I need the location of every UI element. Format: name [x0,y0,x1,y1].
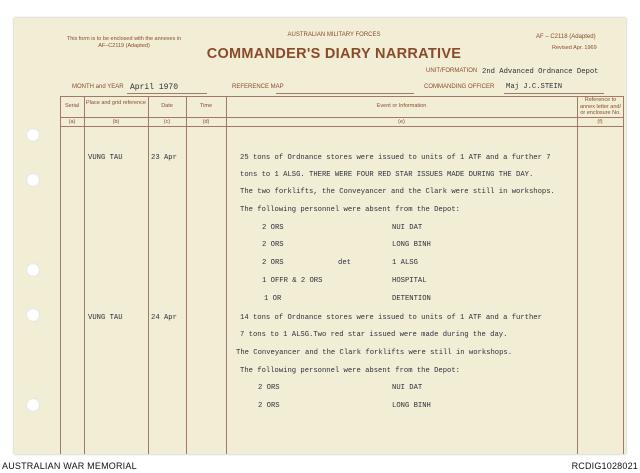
entry-place: VUNG TAU [88,314,123,322]
co-value: Maj J.C.STEIN [506,83,563,91]
entry-date: 24 Apr [151,314,177,322]
unit-value: 2nd Advanced Ordnance Depot [482,68,599,76]
entry-line: The two forklifts, the Conveyancer and the Clark were still in workshops. [240,188,555,196]
col-letter: (c) [163,119,171,125]
page-title: COMMANDER'S DIARY NARRATIVE [206,46,462,62]
absent-where: LONG BINH [392,402,431,410]
co-label: COMMANDING OFFICER [424,84,495,90]
revised-date: Revised Apr. 1969 [552,45,597,51]
absent-where: NUI DAT [392,384,423,392]
col-reference: Reference to annex letter and/ or enclosure No. [580,97,621,116]
reference-map-label: REFERENCE MAP [232,84,284,90]
org-name: AUSTRALIAN MILITARY FORCES [287,32,381,38]
absent-where: HOSPITAL [392,277,427,285]
col-event: Event or Information [376,103,427,109]
entry-line: The following personnel were absent from the Depot: [240,206,460,214]
binder-hole [26,263,40,277]
col-place: Place and grid reference [86,100,146,106]
entry-line: 7 tons to 1 ALSG.Two red star issued were made during the day. [240,331,508,339]
col-letter: (b) [112,119,120,125]
binder-hole [26,308,40,322]
absent-who: 1 OR [264,295,282,303]
col-letter: (f) [597,119,603,125]
col-date: Date [161,103,173,109]
entry-line: tons to 1 ALSG. THERE WERE FOUR RED STAR ISSUES MADE DURING THE DAY. [240,171,534,179]
diary-sheet [14,18,626,454]
col-serial: Serial [64,103,80,109]
absent-who: 1 OFFR & 2 ORS [262,277,323,285]
col-letter: (a) [68,119,76,125]
col-letter: (d) [202,119,210,125]
entry-line: The Conveyancer and the Clark forklifts were still in workshops. [236,349,513,357]
binder-hole [26,398,40,412]
absent-who: 2 ORS [258,384,280,392]
footer-record-id: RCDIG1028021 [571,461,638,471]
entry-line: 14 tons of Ordnance stores were issued to units of 1 ATF and a further [240,314,542,322]
form-id: AF – C2118 (Adapted) [536,34,596,40]
entry-line: 25 tons of Ordnance stores were issued to units of 1 ATF and a further 7 [240,154,551,162]
binder-hole [26,173,40,187]
absent-who: 2 ORS [262,241,284,249]
absent-where: DETENTION [392,295,431,303]
enclose-note: This form is to be enclosed with the annexes in AF–C2119 (Adapted) [66,36,182,49]
absent-mid: det [338,259,351,267]
entry-date: 23 Apr [151,154,177,162]
footer-credit: AUSTRALIAN WAR MEMORIAL [2,461,137,471]
month-label: MONTH and YEAR [72,84,124,90]
absent-where: NUI DAT [392,224,423,232]
absent-who: 2 ORS [262,224,284,232]
binder-hole [26,128,40,142]
absent-where: 1 ALSG [392,259,418,267]
absent-who: 2 ORS [262,259,284,267]
col-letter: (e) [398,119,405,125]
entry-place: VUNG TAU [88,154,123,162]
month-value: April 1970 [130,83,179,92]
absent-where: LONG BINH [392,241,431,249]
absent-who: 2 ORS [258,402,280,410]
unit-label: UNIT/FORMATION [426,68,478,74]
col-time: Time [199,103,213,109]
entry-line: The following personnel were absent from the Depot: [240,367,460,375]
